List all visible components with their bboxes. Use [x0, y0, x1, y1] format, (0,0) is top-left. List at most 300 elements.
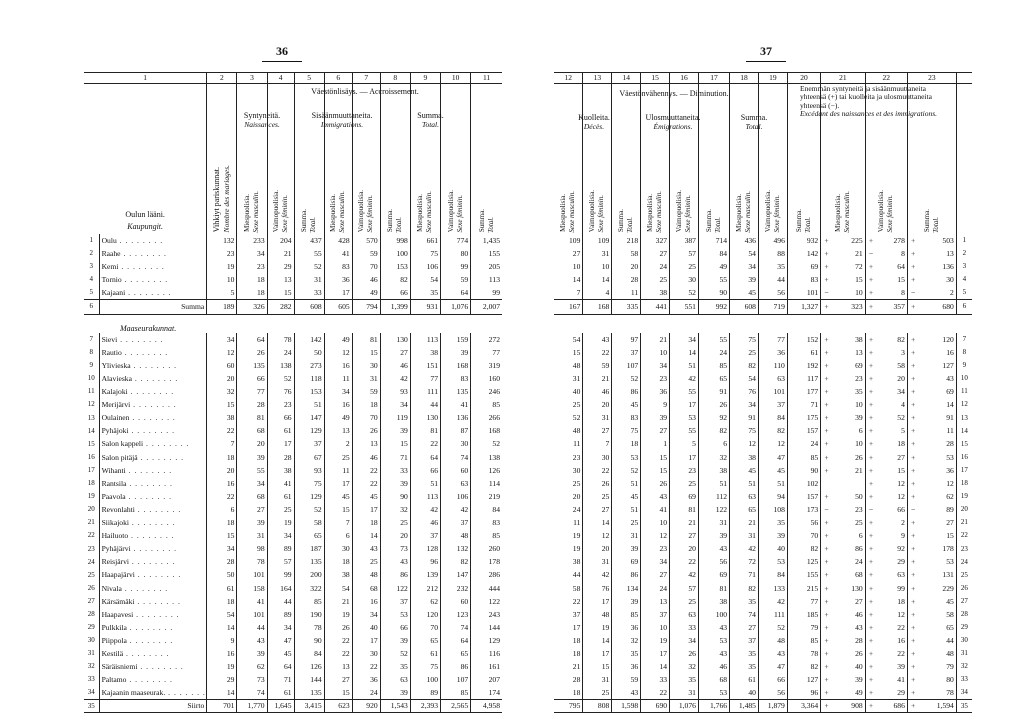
row-number: 2	[956, 247, 972, 260]
cell-value: 35	[730, 660, 759, 673]
cell-value: 30	[324, 542, 352, 555]
cell-value: 83	[471, 516, 502, 529]
cell-value: 53	[698, 634, 729, 647]
dim-female-header	[758, 84, 787, 235]
cell-value: 45	[730, 464, 759, 477]
cell-value: 27	[855, 596, 863, 606]
cell-value: 41	[641, 503, 670, 516]
row-number: 7	[89, 335, 94, 344]
cell-value: 623	[324, 700, 352, 713]
sign-cell: +	[907, 621, 918, 634]
cell-value: 70	[352, 412, 380, 425]
cell-value: 40	[855, 662, 863, 672]
cell-value: 6	[207, 503, 237, 516]
cell-value: 47	[758, 660, 787, 673]
cell-value: 43	[946, 374, 954, 383]
right-table	[554, 72, 972, 713]
cell-value: 100	[698, 608, 729, 621]
sign-cell: +	[907, 608, 918, 621]
cell-value: 17	[583, 647, 612, 660]
cell-value: 11	[612, 286, 641, 299]
table-row	[84, 451, 502, 464]
place-name-text: Paavola . . .	[102, 492, 172, 501]
cell-value: 10	[855, 400, 863, 410]
cell-value: 690	[641, 700, 670, 713]
cell-value: 15	[897, 275, 905, 285]
cell-value: 66	[410, 464, 440, 477]
cell-value: 96	[787, 687, 820, 700]
cell-value: 82	[787, 660, 820, 673]
place-name-text: Tornio . . .	[102, 275, 169, 284]
cell-value: 113	[410, 333, 440, 346]
cell-value: 30	[441, 438, 471, 451]
cell-value: 158	[237, 582, 267, 595]
cell-value: 10	[641, 621, 670, 634]
cell-value: 82	[758, 425, 787, 438]
place-name	[99, 673, 207, 686]
cell-value: 129	[471, 634, 502, 647]
cell-value: 46	[410, 516, 440, 529]
cell-value: 77	[237, 385, 267, 398]
cell-value: 40	[352, 621, 380, 634]
sign-cell: +	[821, 438, 832, 451]
cell-value: 157	[787, 490, 820, 503]
cell-value: 63	[380, 673, 410, 686]
cell-value: 15	[267, 286, 294, 299]
cell-value: 42	[670, 569, 699, 582]
row-number: 1	[89, 236, 94, 245]
cell-value: 49	[855, 688, 863, 697]
row-number: 16	[87, 452, 95, 461]
header-label-fr: Total.	[309, 216, 318, 233]
cell-value: 22	[410, 438, 440, 451]
cell-value: 8	[901, 248, 905, 258]
cell-value: 136	[942, 261, 954, 271]
cell-value: 68	[855, 570, 863, 580]
cell-value: 38	[207, 412, 237, 425]
cell-value: 89	[410, 687, 440, 700]
cell-value: 38	[267, 464, 294, 477]
cell-value: 60	[441, 595, 471, 608]
cell-value: 795	[554, 700, 583, 713]
cell-value: 131	[942, 570, 954, 580]
sum-male-header	[410, 84, 440, 235]
row-number: 8	[89, 348, 94, 357]
cell-value: 147	[294, 412, 324, 425]
cell-value: 68	[237, 425, 267, 438]
table-row	[84, 634, 502, 647]
cell-value: 16	[897, 635, 905, 645]
place-name	[99, 556, 207, 569]
sign-cell: +	[821, 490, 832, 503]
cell-value: 34	[641, 556, 670, 569]
cell-value: 46	[583, 385, 612, 398]
cell-value: 26	[698, 398, 729, 411]
row-number: 25	[87, 570, 95, 579]
cell-value: 5	[901, 426, 905, 436]
cell-value: 14	[207, 687, 237, 700]
cell-value: 20	[207, 464, 237, 477]
cell-value: 81	[410, 425, 440, 438]
sign-cell: +	[865, 608, 876, 621]
cell-value: 81	[352, 333, 380, 346]
row-number: 35	[84, 700, 99, 713]
deaths-label-fr: Décès.	[583, 121, 605, 131]
cell-value: 27	[380, 346, 410, 359]
cell-value: 7	[576, 287, 581, 297]
cell-value: 138	[471, 451, 502, 464]
cell-value: 29	[207, 673, 237, 686]
place-name-text: Pyhäjärvi . . .	[102, 544, 177, 553]
cell-value: 31	[698, 516, 729, 529]
cell-value: 129	[294, 425, 324, 438]
cell-value: 61	[207, 582, 237, 595]
cell-value: 17	[324, 477, 352, 490]
cell-value: 551	[670, 299, 699, 314]
cell-value: 42	[583, 569, 612, 582]
sign-cell: +	[821, 529, 832, 542]
sign-cell: +	[907, 529, 918, 542]
cell-value: 27	[572, 248, 581, 258]
cell-value: 48	[758, 634, 787, 647]
cell-value: 20	[237, 438, 267, 451]
place-name-text: Paltamo . . .	[102, 675, 173, 684]
sign-cell: +	[821, 359, 832, 372]
cell-value: 2,565	[441, 700, 471, 713]
row-number: 11	[956, 385, 972, 398]
cell-value: 608	[730, 299, 759, 314]
cell-value: 43	[380, 556, 410, 569]
cell-value: 1,879	[758, 700, 787, 713]
cell-value: 42	[410, 503, 440, 516]
sum-total-header	[471, 84, 502, 235]
cell-value: 94	[758, 490, 787, 503]
cell-value: 43	[641, 490, 670, 503]
cell-value: 6	[698, 438, 729, 451]
cell-value: 85	[787, 634, 820, 647]
place-name	[99, 608, 207, 621]
cell-value: 35	[758, 516, 787, 529]
accroissement-label: Väestönlisäys. — Accroissement.	[311, 87, 419, 96]
cell-value: 25	[730, 346, 759, 359]
cell-value: 50	[207, 569, 237, 582]
table-row	[84, 359, 502, 372]
cell-value: 45	[352, 490, 380, 503]
cell-value: 19	[572, 531, 581, 541]
place-name-text: Haapavesi . . .	[102, 610, 180, 619]
header-label-fr: Total.	[626, 216, 635, 233]
cell-value: 79	[946, 662, 954, 672]
cell-value: 1,766	[698, 700, 729, 713]
cell-value: 1,399	[380, 299, 410, 314]
cell-value: 74	[441, 451, 471, 464]
sign-cell: +	[865, 542, 876, 555]
cell-value: 30	[572, 465, 581, 475]
cell-value: 135	[237, 359, 267, 372]
excedant-heading	[800, 85, 952, 118]
row-number: 21	[87, 518, 95, 527]
place-name-text: Haapajärvi . . .	[102, 570, 182, 579]
deaths-label: Kuolleita.	[578, 113, 610, 122]
col-number: 21	[821, 73, 865, 84]
cell-value: 34	[730, 398, 759, 411]
cell-value: 11	[324, 372, 352, 385]
row-number: 15	[956, 438, 972, 451]
cell-value: 26	[583, 477, 612, 490]
header-label: Miespuolisia.	[243, 194, 252, 233]
cell-value: 31	[583, 412, 612, 425]
table-row	[554, 582, 972, 595]
cell-value: 30	[352, 359, 380, 372]
cell-value: 22	[572, 596, 581, 606]
cell-value: 44	[758, 273, 787, 286]
cell-value: 16	[207, 647, 237, 660]
cell-value: 43	[698, 542, 729, 555]
sign-cell: +	[821, 333, 832, 346]
cell-value: 59	[583, 359, 612, 372]
cell-value: 144	[294, 673, 324, 686]
cell-value: 58	[946, 609, 954, 619]
row-number: 29	[87, 623, 95, 632]
cell-value: 63	[758, 372, 787, 385]
cell-value: 41	[237, 595, 267, 608]
place-name	[99, 286, 207, 299]
cell-value: 13	[352, 438, 380, 451]
emig-female-header	[670, 84, 699, 235]
sign-cell: −	[821, 503, 832, 516]
cell-value: 16	[352, 595, 380, 608]
cell-value: 51	[410, 477, 440, 490]
cell-value: 43	[237, 634, 267, 647]
header-label: Vaimopuolisia.	[271, 190, 280, 233]
cell-value: 51	[612, 503, 641, 516]
cell-value: 92	[897, 544, 905, 554]
cell-value: 608	[294, 299, 324, 314]
cell-value: 21	[730, 516, 759, 529]
header-label: Summa.	[617, 209, 626, 233]
cell-value: 151	[410, 359, 440, 372]
table-row	[554, 260, 972, 273]
header-label: Vaimopuolisia.	[763, 190, 772, 233]
cell-value: 26	[670, 647, 699, 660]
cell-value: 232	[441, 582, 471, 595]
cell-value: 64	[441, 286, 471, 299]
cell-value: 39	[237, 451, 267, 464]
sign-cell: +	[821, 647, 832, 660]
table-row	[554, 273, 972, 286]
cell-value: 1,598	[612, 700, 641, 713]
cell-value: 142	[294, 333, 324, 346]
cell-value: 1,076	[670, 700, 699, 713]
cell-value: 23	[641, 542, 670, 555]
cell-value: 4	[901, 400, 905, 410]
header-label-fr: Sexe féminin.	[366, 195, 375, 233]
row-number: 5	[89, 288, 94, 297]
cell-value: 63	[441, 477, 471, 490]
cell-value: 26	[237, 346, 267, 359]
table-row	[554, 333, 972, 346]
place-name	[99, 634, 207, 647]
cell-value: 19	[267, 516, 294, 529]
cell-value: 43	[583, 333, 612, 346]
cell-value: 22	[897, 622, 905, 632]
table-row	[554, 647, 972, 660]
cell-value: 64	[441, 634, 471, 647]
table-row	[84, 582, 502, 595]
cell-value: 21	[324, 595, 352, 608]
cell-value: 16	[207, 477, 237, 490]
page-number-right: 37	[760, 44, 772, 58]
cell-value: 18	[237, 273, 267, 286]
row-number: 27	[87, 596, 95, 605]
table-row	[554, 464, 972, 477]
cell-value: 83	[324, 260, 352, 273]
cell-value: 92	[698, 412, 729, 425]
cell-value: 37	[572, 609, 581, 619]
excedant-label-fr: Excédant des naissances et des immigrations.	[800, 108, 938, 118]
place-name-text: Kajaanin maaseurak. . . .	[102, 688, 207, 697]
cell-value: 10	[855, 287, 863, 297]
table-row	[554, 372, 972, 385]
cell-value: 30	[352, 647, 380, 660]
cell-value: 135	[294, 687, 324, 700]
row-number: 13	[87, 413, 95, 422]
place-name	[99, 260, 207, 273]
cell-value: 75	[410, 660, 440, 673]
cell-value: 54	[410, 273, 440, 286]
cell-value: 132	[207, 234, 237, 247]
cell-value: 34	[897, 387, 905, 397]
cell-value: 12	[583, 529, 612, 542]
cell-value: 22	[583, 464, 612, 477]
sign-cell: −	[907, 286, 918, 299]
place-name-text: Raahe . . .	[102, 249, 167, 258]
cell-value: 52	[471, 438, 502, 451]
cell-value: 65	[730, 503, 759, 516]
marriages-header	[207, 84, 237, 235]
cell-value: 178	[471, 556, 502, 569]
cell-value: 233	[237, 234, 267, 247]
cell-value: 20	[572, 491, 581, 501]
cell-value: 17	[267, 438, 294, 451]
place-name-text: Siirto	[187, 701, 205, 711]
cell-value: 18	[324, 556, 352, 569]
cell-value: 100	[410, 673, 440, 686]
cell-value: 56	[787, 516, 820, 529]
table-row	[84, 286, 502, 299]
cell-value: 21	[855, 465, 863, 475]
table-row	[84, 556, 502, 569]
place-name-text: Alavieska . . .	[102, 374, 179, 383]
place-name-text: Kestilä . . .	[102, 649, 170, 658]
place-name	[99, 503, 207, 516]
col-number: 2	[207, 73, 237, 84]
cell-value: 74	[237, 687, 267, 700]
cell-value: 58	[612, 247, 641, 260]
cell-value: 43	[698, 621, 729, 634]
header-label: Vaimopuolisia.	[588, 190, 597, 233]
table-row	[554, 595, 972, 608]
cell-value: 21	[670, 516, 699, 529]
cell-value: 13	[641, 595, 670, 608]
header-label: Miespuolisia.	[559, 194, 568, 233]
cell-value: 13	[324, 660, 352, 673]
cell-value: 66	[897, 504, 905, 514]
cell-value: 21	[572, 662, 581, 672]
cell-value: 25	[670, 595, 699, 608]
cell-value: 10	[207, 273, 237, 286]
cell-value: 61	[267, 687, 294, 700]
cell-value: 132	[441, 542, 471, 555]
cell-value: 34	[207, 333, 237, 346]
cell-value: 46	[380, 359, 410, 372]
table-row	[84, 490, 502, 503]
cell-value: 52	[758, 621, 787, 634]
table-row	[554, 451, 972, 464]
cell-value: 32	[207, 385, 237, 398]
cell-value: 14	[207, 621, 237, 634]
sign-cell: +	[821, 385, 832, 398]
sign-cell: +	[865, 595, 876, 608]
place-name	[99, 687, 207, 700]
cell-value: 7	[207, 438, 237, 451]
cell-value: 35	[410, 286, 440, 299]
sign-cell: +	[865, 660, 876, 673]
cell-value: 12	[946, 478, 954, 488]
cell-value: 9	[901, 531, 905, 541]
sign-cell: +	[821, 372, 832, 385]
cell-value: 42	[441, 503, 471, 516]
cell-value: 24	[698, 346, 729, 359]
cell-value: 17	[670, 451, 699, 464]
cell-value: 83	[441, 372, 471, 385]
row-number: 22	[87, 531, 95, 540]
place-name-text: Nivala . . .	[102, 584, 169, 593]
emig-total-header	[698, 84, 729, 235]
row-number: 27	[956, 595, 972, 608]
cell-value: 75	[294, 477, 324, 490]
cell-value: 11	[573, 518, 581, 528]
table-row	[554, 346, 972, 359]
cell-value: 60	[207, 359, 237, 372]
cell-value: 54	[730, 372, 759, 385]
cell-value: 96	[410, 556, 440, 569]
sign-cell: +	[821, 299, 832, 314]
table-row	[554, 687, 972, 700]
place-name-text: Kärsämäki . . .	[102, 597, 181, 606]
cell-value: 63	[897, 570, 905, 580]
cell-value: 22	[352, 464, 380, 477]
header-label-fr: Sexe féminin.	[280, 195, 289, 233]
cell-value: 28	[237, 398, 267, 411]
cell-value: 35	[855, 387, 863, 397]
cell-value: 89	[267, 542, 294, 555]
cell-value: 23	[670, 464, 699, 477]
cell-value: 39	[380, 425, 410, 438]
right-table-body	[554, 234, 972, 713]
cell-value: 15	[897, 465, 905, 475]
cell-value: 1,594	[919, 700, 957, 713]
cell-value: 52	[897, 413, 905, 423]
cell-value: 503	[942, 235, 954, 245]
header-label: Vaimopuolisia.	[675, 190, 684, 233]
cell-value: 21	[267, 247, 294, 260]
cell-value: 173	[787, 503, 820, 516]
sign-cell: +	[865, 673, 876, 686]
cell-value: 14	[583, 634, 612, 647]
row-number: 20	[956, 503, 972, 516]
place-name	[99, 582, 207, 595]
